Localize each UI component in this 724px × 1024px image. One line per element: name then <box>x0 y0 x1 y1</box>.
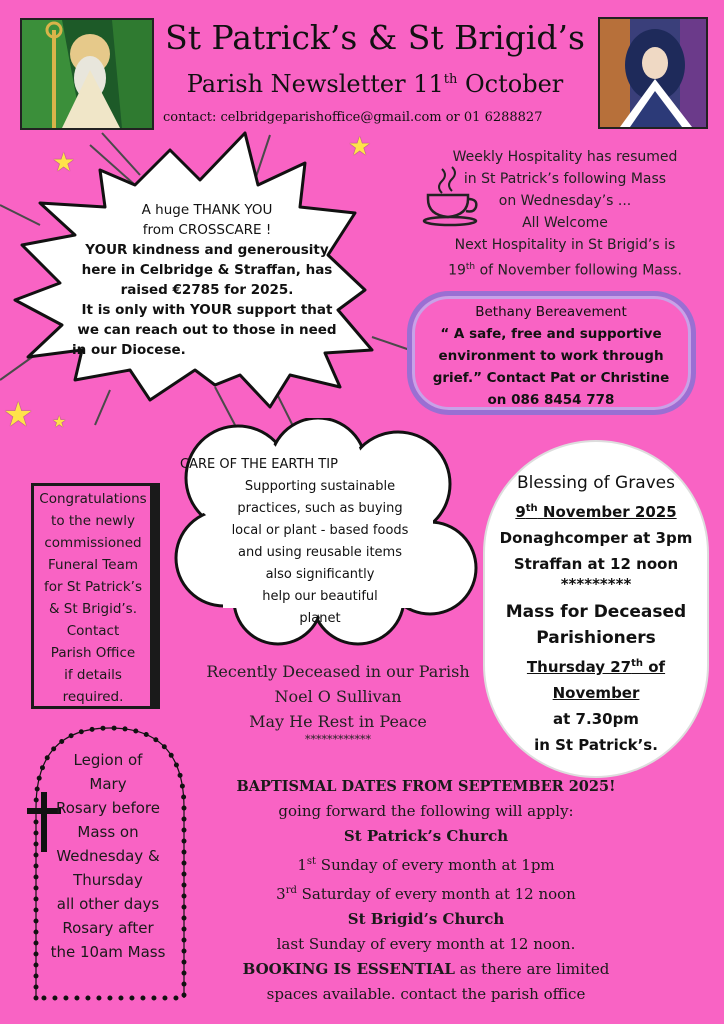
baptism-schedule <box>218 849 634 878</box>
deceased-divider: ************ <box>305 733 371 746</box>
earth-tip <box>180 454 460 630</box>
newsletter-subtitle <box>165 70 585 98</box>
funeral-team-notice <box>38 488 148 708</box>
crosscare-line: here in Celbridge & Straffan, has <box>81 262 333 278</box>
legion-line: Legion of <box>73 751 143 769</box>
baptism-intro: going forward the following will apply: <box>278 802 574 820</box>
star-icon: ★ <box>348 132 372 162</box>
congrats-line: Funeral Team <box>48 557 138 573</box>
newsletter-title: St Patrick’s & St Brigid’s <box>165 18 585 57</box>
graves-date-sup: th <box>525 503 538 514</box>
congrats-line: & St Brigid’s. <box>48 601 138 617</box>
crosscare-line: from CROSSCARE ! <box>142 222 272 238</box>
legion-line: Thursday <box>73 871 143 889</box>
baptism-schedule: last Sunday of every month at 12 noon. <box>276 935 576 953</box>
earth-tip-line: also significantly <box>265 567 375 582</box>
congrats-line: Contact <box>66 623 120 639</box>
st-patrick-image <box>20 18 154 130</box>
bethany-line: environment to work through <box>438 348 664 364</box>
baptism-notice <box>218 774 634 1007</box>
mass-date <box>488 651 704 680</box>
earth-tip-heading: CARE OF THE EARTH TIP <box>180 457 338 472</box>
legion-line: all other days <box>56 895 160 913</box>
bethany-line: “ A safe, free and supportive <box>440 326 662 342</box>
mass-place: in St Patrick’s. <box>534 736 658 754</box>
earth-tip-line: Supporting sustainable <box>244 479 396 494</box>
legion-line: Mary <box>89 775 127 793</box>
crosscare-line: we can reach out to those in need <box>77 322 337 338</box>
graves-divider: ********* <box>560 575 632 593</box>
subtitle-sup: th <box>443 72 458 87</box>
baptism-booking <box>218 957 634 982</box>
earth-tip-line: and using reusable items <box>237 545 402 560</box>
mass-date-suffix: of <box>643 658 666 676</box>
mass-date-prefix: Thursday 27 <box>526 658 632 676</box>
legion-line: the 10am Mass <box>50 943 166 961</box>
hospitality-notice <box>415 146 715 282</box>
legion-of-mary-notice <box>44 748 172 964</box>
earth-tip-line: local or plant - based foods <box>231 523 409 538</box>
graves-line: Straffan at 12 noon <box>513 555 679 573</box>
crosscare-line: A huge THANK YOU <box>141 202 273 218</box>
baptism-schedule-text: Sunday of every month at 1pm <box>316 856 555 874</box>
star-icon: ★ <box>52 148 76 178</box>
crosscare-line: YOUR kindness and generousity <box>85 242 329 258</box>
earth-tip-line: practices, such as buying <box>237 501 403 516</box>
congrats-line: commissioned <box>44 535 142 551</box>
baptism-schedule <box>218 878 634 907</box>
hospitality-date-sup: th <box>465 262 476 272</box>
star-icon: ★ <box>52 412 67 431</box>
crosscare-line: It is only with YOUR support that <box>81 302 333 318</box>
legion-line: Wednesday & <box>56 847 160 865</box>
star-icon: ★ <box>3 395 34 435</box>
graves-date-num: 9 <box>515 503 526 521</box>
deceased-heading: Recently Deceased in our Parish <box>206 662 470 681</box>
booking-rest: as there are limited <box>454 960 610 978</box>
hospitality-line <box>415 256 715 282</box>
graves-date <box>488 496 704 525</box>
crosscare-line: raised €2785 for 2025. <box>120 282 294 298</box>
congrats-line: Parish Office <box>50 645 136 661</box>
subtitle-suffix: October <box>457 70 564 98</box>
hospitality-line: Next Hospitality in St Brigid’s is <box>454 237 676 253</box>
congrats-line: to the newly <box>51 513 135 529</box>
baptism-ordinal: 3 <box>276 885 286 903</box>
congrats-line: if details <box>64 667 122 683</box>
legion-line: Rosary before <box>55 799 161 817</box>
deceased-prayer: May He Rest in Peace <box>249 712 427 731</box>
earth-tip-line: planet <box>299 611 341 626</box>
hospitality-line: All Welcome <box>522 215 608 231</box>
baptism-ordinal-sup: rd <box>285 885 297 896</box>
congrats-line: Congratulations <box>39 491 147 507</box>
bethany-heading: Bethany Bereavement <box>475 304 627 320</box>
baptism-booking-line: spaces available. contact the parish office <box>266 985 586 1003</box>
congrats-line: required. <box>62 689 124 705</box>
crosscare-message <box>62 200 352 360</box>
mass-time: at 7.30pm <box>553 710 639 728</box>
graves-date-rest: November 2025 <box>537 503 677 521</box>
deceased-name: Noel O Sullivan <box>274 687 402 706</box>
baptism-schedule-text: Saturday of every month at 12 noon <box>296 885 576 903</box>
legion-line: Rosary after <box>62 919 154 937</box>
crosscare-line: in our Diocese. <box>72 342 186 358</box>
baptism-heading: BAPTISMAL DATES FROM SEPTEMBER 2025! <box>236 778 616 795</box>
baptism-ordinal: 1 <box>297 856 307 874</box>
deceased-notice <box>198 659 478 746</box>
baptism-church: St Brigid’s Church <box>347 910 505 928</box>
hospitality-line: on Wednesday’s ... <box>498 193 632 209</box>
bethany-line: on 086 8454 778 <box>487 392 615 408</box>
legion-line: Mass on <box>77 823 139 841</box>
mass-month: November <box>552 684 640 702</box>
mass-date-sup: th <box>631 658 644 669</box>
graves-line: Donaghcomper at 3pm <box>499 529 693 547</box>
mass-heading: Mass for Deceased <box>505 602 687 622</box>
graves-notice <box>488 470 704 758</box>
st-brigid-image <box>598 17 708 129</box>
contact-line: contact: celbridgeparishoffice@gmail.com or 01 6288827 <box>163 110 543 125</box>
booking-essential: BOOKING IS ESSENTIAL <box>242 960 455 978</box>
earth-tip-line: help our beautiful <box>262 589 378 604</box>
bethany-notice <box>415 301 687 411</box>
subtitle-prefix: Parish Newsletter 11 <box>186 70 444 98</box>
hospitality-line: in St Patrick’s following Mass <box>463 171 667 187</box>
hospitality-date: 19 <box>448 262 466 279</box>
baptism-church: St Patrick’s Church <box>343 827 509 845</box>
congrats-line: for St Patrick’s <box>44 579 142 595</box>
hospitality-line: Weekly Hospitality has resumed <box>452 149 678 165</box>
hospitality-date-rest: of November following Mass. <box>475 262 682 279</box>
mass-heading: Parishioners <box>536 628 656 648</box>
baptism-ordinal-sup: st <box>306 856 317 867</box>
congrats-shadow-bar <box>152 483 160 709</box>
graves-heading: Blessing of Graves <box>517 473 675 493</box>
bethany-line: grief.” Contact Pat or Christine <box>432 370 670 386</box>
